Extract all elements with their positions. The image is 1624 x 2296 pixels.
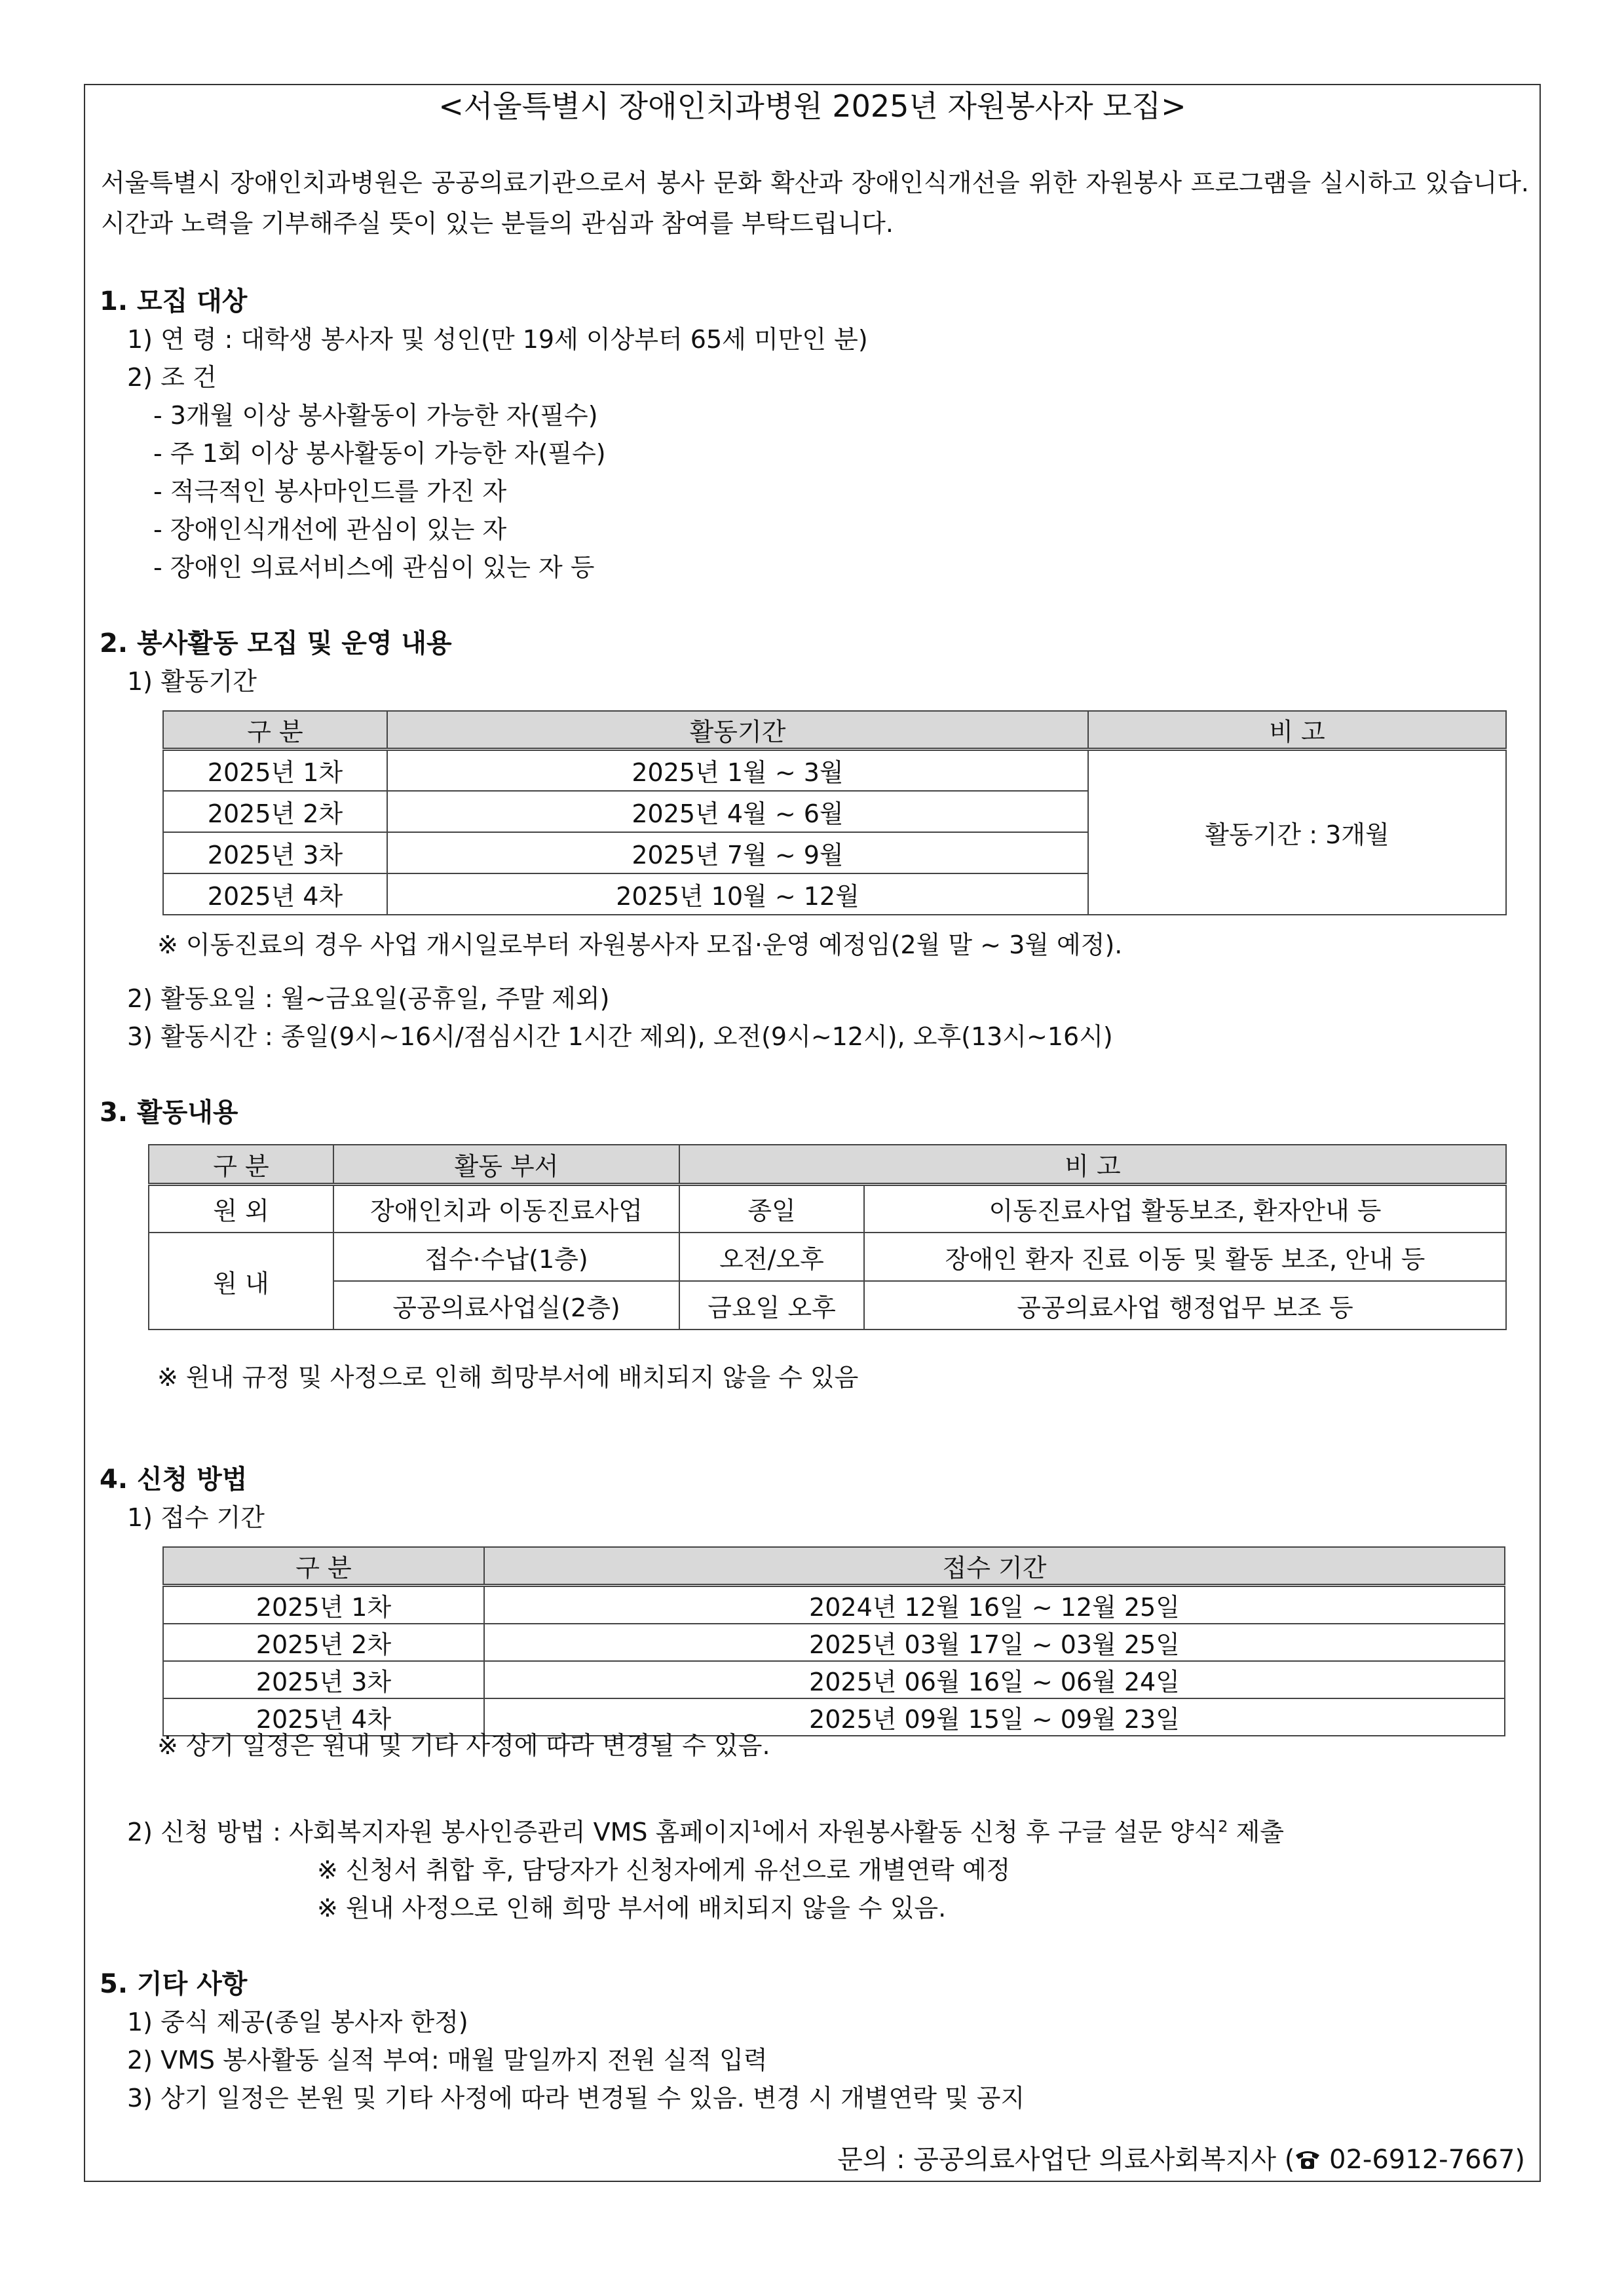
table-header: 활동기간 bbox=[387, 711, 1088, 750]
section-1-heading: 1. 모집 대상 bbox=[100, 286, 248, 316]
misc-item: 2) VMS 봉사활동 실적 부여: 매월 말일까지 전원 실적 입력 bbox=[127, 2046, 768, 2075]
table-cell: 2025년 10월 ~ 12월 bbox=[387, 873, 1088, 915]
age-requirement: 1) 연 령 : 대학생 봉사자 및 성인(만 19세 이상부터 65세 미만인 분) bbox=[127, 325, 868, 354]
table-header: 비 고 bbox=[1088, 711, 1506, 750]
section-2-heading: 2. 봉사활동 모집 및 운영 내용 bbox=[100, 628, 452, 659]
schedule-change-note: ※ 상기 일정은 원내 및 기타 사정에 따라 변경될 수 있음. bbox=[157, 1731, 770, 1760]
section-5-heading: 5. 기타 사항 bbox=[100, 1969, 248, 1999]
table-header: 활동 부서 bbox=[333, 1145, 679, 1184]
activity-days: 2) 활동요일 : 월~금요일(공휴일, 주말 제외) bbox=[127, 984, 610, 1013]
telephone-icon bbox=[1294, 2144, 1321, 2181]
placement-notice: ※ 원내 사정으로 인해 희망 부서에 배치되지 않을 수 있음. bbox=[317, 1894, 947, 1923]
section-4-heading: 4. 신청 방법 bbox=[100, 1464, 248, 1495]
table-cell: 이동진료사업 활동보조, 환자안내 등 bbox=[864, 1184, 1506, 1233]
table-cell: 2025년 2차 bbox=[163, 1624, 484, 1661]
table-cell: 장애인치과 이동진료사업 bbox=[333, 1184, 679, 1233]
conditions-heading: 2) 조 건 bbox=[127, 363, 217, 392]
page-title: <서울특별시 장애인치과병원 2025년 자원봉사자 모집> bbox=[438, 88, 1186, 124]
mobile-clinic-note: ※ 이동진료의 경우 사업 개시일로부터 자원봉사자 모집·운영 예정임(2월 말 ~ 3월 예정). bbox=[157, 930, 1123, 959]
activity-period-heading: 1) 활동기간 bbox=[127, 667, 257, 696]
contact-label: 문의 : 공공의료사업단 의료사회복지사 ( bbox=[837, 2145, 1295, 2175]
table-cell: 공공의료사업 행정업무 보조 등 bbox=[864, 1281, 1506, 1330]
table-cell: 2025년 06월 16일 ~ 06월 24일 bbox=[484, 1661, 1505, 1698]
table-cell: 2025년 7월 ~ 9월 bbox=[387, 832, 1088, 873]
table-cell: 공공의료사업실(2층) bbox=[333, 1281, 679, 1330]
table-cell: 원 외 bbox=[149, 1184, 333, 1233]
table-cell: 2025년 4차 bbox=[163, 873, 387, 915]
table-header: 비 고 bbox=[679, 1145, 1506, 1184]
application-period-table bbox=[162, 1546, 1505, 1736]
contact-phone: 02-6912-7667) bbox=[1321, 2145, 1525, 2175]
activity-hours: 3) 활동시간 : 종일(9시~16시/점심시간 1시간 제외), 오전(9시~12시), 오후(13시~16시) bbox=[127, 1022, 1113, 1051]
table-header: 접수 기간 bbox=[484, 1547, 1505, 1586]
application-method bbox=[127, 1814, 1284, 1850]
condition-item: - 장애인식개선에 관심이 있는 자 bbox=[153, 515, 507, 544]
table-cell: 2025년 3차 bbox=[163, 832, 387, 873]
application-method-text: 제출 bbox=[1228, 1818, 1285, 1846]
activity-period-table bbox=[162, 710, 1507, 915]
condition-item: - 3개월 이상 봉사활동이 가능한 자(필수) bbox=[153, 401, 598, 430]
table-cell: 오전/오후 bbox=[679, 1233, 864, 1281]
table-cell: 2025년 2차 bbox=[163, 791, 387, 832]
application-method-text: 에서 자원봉사활동 신청 후 구글 설문 양식 bbox=[761, 1818, 1218, 1846]
table-header: 구 분 bbox=[149, 1145, 333, 1184]
table-cell: 2024년 12월 16일 ~ 12월 25일 bbox=[484, 1586, 1505, 1624]
table-cell: 원 내 bbox=[149, 1233, 333, 1330]
table-cell: 2025년 03월 17일 ~ 03월 25일 bbox=[484, 1624, 1505, 1661]
intro-paragraph: 서울특별시 장애인치과병원은 공공의료기관으로서 봉사 문화 확산과 장애인식개선을 위한 자원봉사 프로그램을 실시하고 있습니다. 시간과 노력을 기부해주실 뜻이 있는 분들의 관심과 참여를 부탁드립니다. bbox=[101, 168, 1529, 238]
table-header: 구 분 bbox=[163, 1547, 484, 1586]
table-cell: 2025년 1차 bbox=[163, 1586, 484, 1624]
table-cell: 금요일 오후 bbox=[679, 1281, 864, 1330]
table-cell: 활동기간 : 3개월 bbox=[1088, 750, 1506, 915]
table-header: 구 분 bbox=[163, 711, 387, 750]
application-period-heading: 1) 접수 기간 bbox=[127, 1503, 265, 1532]
placement-note: ※ 원내 규정 및 사정으로 인해 희망부서에 배치되지 않을 수 있음 bbox=[157, 1363, 859, 1392]
condition-item: - 주 1회 이상 봉사활동이 가능한 자(필수) bbox=[153, 439, 606, 468]
footnote-marker: 2 bbox=[1218, 1817, 1228, 1836]
condition-item: - 적극적인 봉사마인드를 가진 자 bbox=[153, 477, 507, 506]
table-cell: 2025년 3차 bbox=[163, 1661, 484, 1698]
contact-notice: ※ 신청서 취합 후, 담당자가 신청자에게 유선으로 개별연락 예정 bbox=[317, 1856, 1011, 1885]
contact-line bbox=[837, 2141, 1525, 2181]
footnote-marker: 1 bbox=[751, 1817, 762, 1836]
activity-content-table bbox=[148, 1144, 1507, 1330]
application-method-text: 2) 신청 방법 : 사회복지자원 봉사인증관리 VMS 홈페이지 bbox=[127, 1818, 752, 1846]
notice-frame bbox=[84, 84, 1541, 2182]
table-cell: 2025년 1차 bbox=[163, 750, 387, 791]
condition-item: - 장애인 의료서비스에 관심이 있는 자 등 bbox=[153, 553, 595, 582]
table-cell: 2025년 1월 ~ 3월 bbox=[387, 750, 1088, 791]
table-cell: 2025년 4월 ~ 6월 bbox=[387, 791, 1088, 832]
table-cell: 접수·수납(1층) bbox=[333, 1233, 679, 1281]
table-cell: 종일 bbox=[679, 1184, 864, 1233]
table-cell: 2025년 4차 bbox=[163, 1698, 484, 1736]
misc-item: 3) 상기 일정은 본원 및 기타 사정에 따라 변경될 수 있음. 변경 시 개별연락 및 공지 bbox=[127, 2084, 1025, 2113]
section-3-heading: 3. 활동내용 bbox=[100, 1098, 238, 1128]
misc-item: 1) 중식 제공(종일 봉사자 한정) bbox=[127, 2008, 468, 2037]
table-cell: 장애인 환자 진료 이동 및 활동 보조, 안내 등 bbox=[864, 1233, 1506, 1281]
table-cell: 2025년 09월 15일 ~ 09월 23일 bbox=[484, 1698, 1505, 1736]
